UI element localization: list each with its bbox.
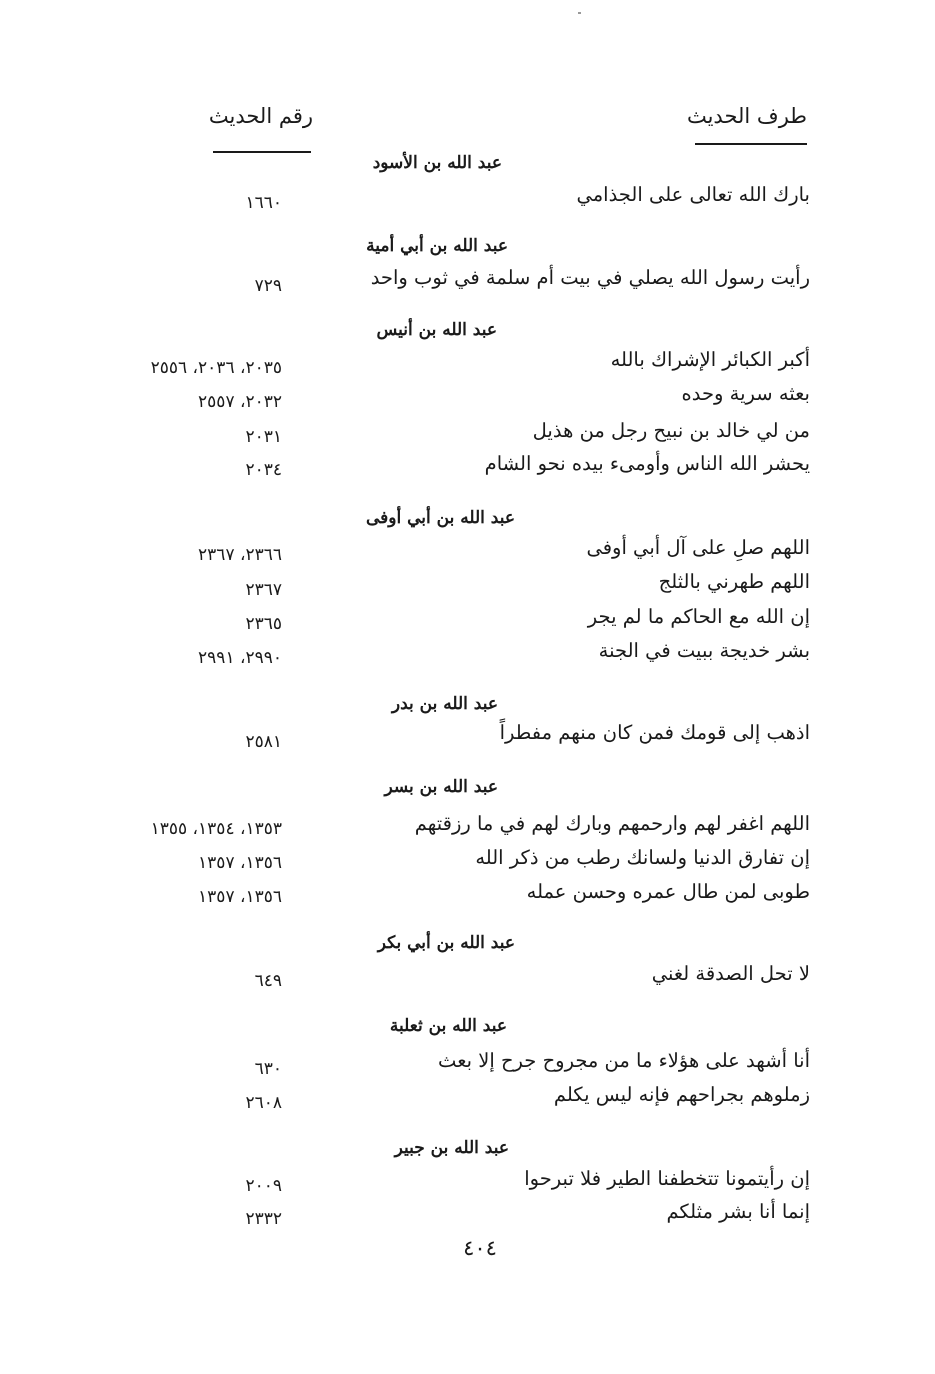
hadith-text: إنما أنا بشر مثلكم [666, 1200, 810, 1223]
narrator-heading: عبد الله بن جبير [394, 1138, 509, 1158]
header-underline-number [213, 151, 311, 153]
hadith-text: أنا أشهد على هؤلاء ما من مجروح جرح إلا بعث [438, 1049, 810, 1072]
hadith-number: ٢٦٠٨ [245, 1093, 282, 1113]
hadith-text: يحشر الله الناس وأومىء بيده نحو الشام [484, 452, 810, 475]
hadith-number: ٢٠٠٩ [245, 1176, 282, 1196]
hadith-text: رأيت رسول الله يصلي في بيت أم سلمة في ثوب واحد [370, 266, 810, 289]
narrator-heading: عبد الله بن ثعلبة [389, 1016, 507, 1036]
hadith-text: بعثه سرية وحده [681, 382, 810, 405]
narrator-heading: عبد الله بن أبي أوفى [365, 508, 515, 528]
hadith-text: اذهب إلى قومك فمن كان منهم مفطراً [499, 721, 810, 744]
hadith-text: اللهم طهرني بالثلج [658, 570, 810, 593]
hadith-number: ٢٣٦٥ [245, 614, 282, 634]
hadith-number: ٢٥٨١ [245, 732, 282, 752]
hadith-number: ١٣٥٦، ١٣٥٧ [198, 887, 282, 907]
hadith-number: ٦٣٠ [254, 1059, 282, 1079]
hadith-text: بارك الله تعالى على الجذامي [576, 183, 810, 206]
hadith-number: ٧٢٩ [254, 276, 282, 296]
hadith-text: إن الله مع الحاكم ما لم يجر [587, 605, 810, 628]
hadith-text: بشر خديجة ببيت في الجنة [598, 639, 810, 662]
scan-speck [578, 12, 581, 14]
narrator-heading: عبد الله بن الأسود [372, 153, 502, 173]
hadith-number: ٦٤٩ [254, 971, 282, 991]
hadith-text: إن رأيتمونا تتخطفنا الطير فلا تبرحوا [524, 1167, 810, 1190]
column-header-number: رقم الحديث [208, 104, 313, 128]
hadith-text: لا تحل الصدقة لغني [651, 962, 810, 985]
narrator-heading: عبد الله بن بسر [384, 777, 498, 797]
hadith-number: ١٦٦٠ [245, 193, 282, 213]
hadith-number: ١٣٥٣، ١٣٥٤، ١٣٥٥ [150, 819, 282, 839]
hadith-number: ٢٣٦٧ [245, 580, 282, 600]
hadith-number: ٢٠٣٢، ٢٥٥٧ [198, 392, 282, 412]
hadith-text: أكبر الكبائر الإشراك بالله [610, 348, 810, 371]
hadith-text: طوبى لمن طال عمره وحسن عمله [526, 880, 810, 903]
hadith-number: ٢٠٣١ [245, 427, 282, 447]
narrator-heading: عبد الله بن أبي بكر [377, 933, 515, 953]
hadith-number: ٢٠٣٥، ٢٠٣٦، ٢٥٥٦ [150, 358, 282, 378]
hadith-number: ٢٣٦٦، ٢٣٦٧ [198, 545, 282, 565]
hadith-number: ٢٠٣٤ [245, 460, 282, 480]
narrator-heading: عبد الله بن أنيس [376, 320, 497, 340]
hadith-number: ٢٣٣٢ [245, 1209, 282, 1229]
hadith-text: من لي خالد بن نبيح رجل من هذيل [532, 419, 810, 442]
hadith-text: اللهم صلِ على آل أبي أوفى [586, 536, 810, 559]
hadith-text: إن تفارق الدنيا ولسانك رطب من ذكر الله [475, 846, 810, 869]
hadith-number: ١٣٥٦، ١٣٥٧ [198, 853, 282, 873]
hadith-text: اللهم اغفر لهم وارحمهم وبارك لهم في ما رزقتهم [414, 812, 810, 835]
narrator-heading: عبد الله بن أبي أمية [366, 236, 508, 256]
header-underline-hadith [695, 143, 807, 145]
column-header-hadith: طرف الحديث [686, 104, 807, 128]
narrator-heading: عبد الله بن بدر [391, 694, 498, 714]
page-number: ٤٠٤ [463, 1236, 497, 1260]
hadith-text: زملوهم بجراحهم فإنه ليس يكلم [553, 1083, 810, 1106]
hadith-number: ٢٩٩٠، ٢٩٩١ [198, 648, 282, 668]
